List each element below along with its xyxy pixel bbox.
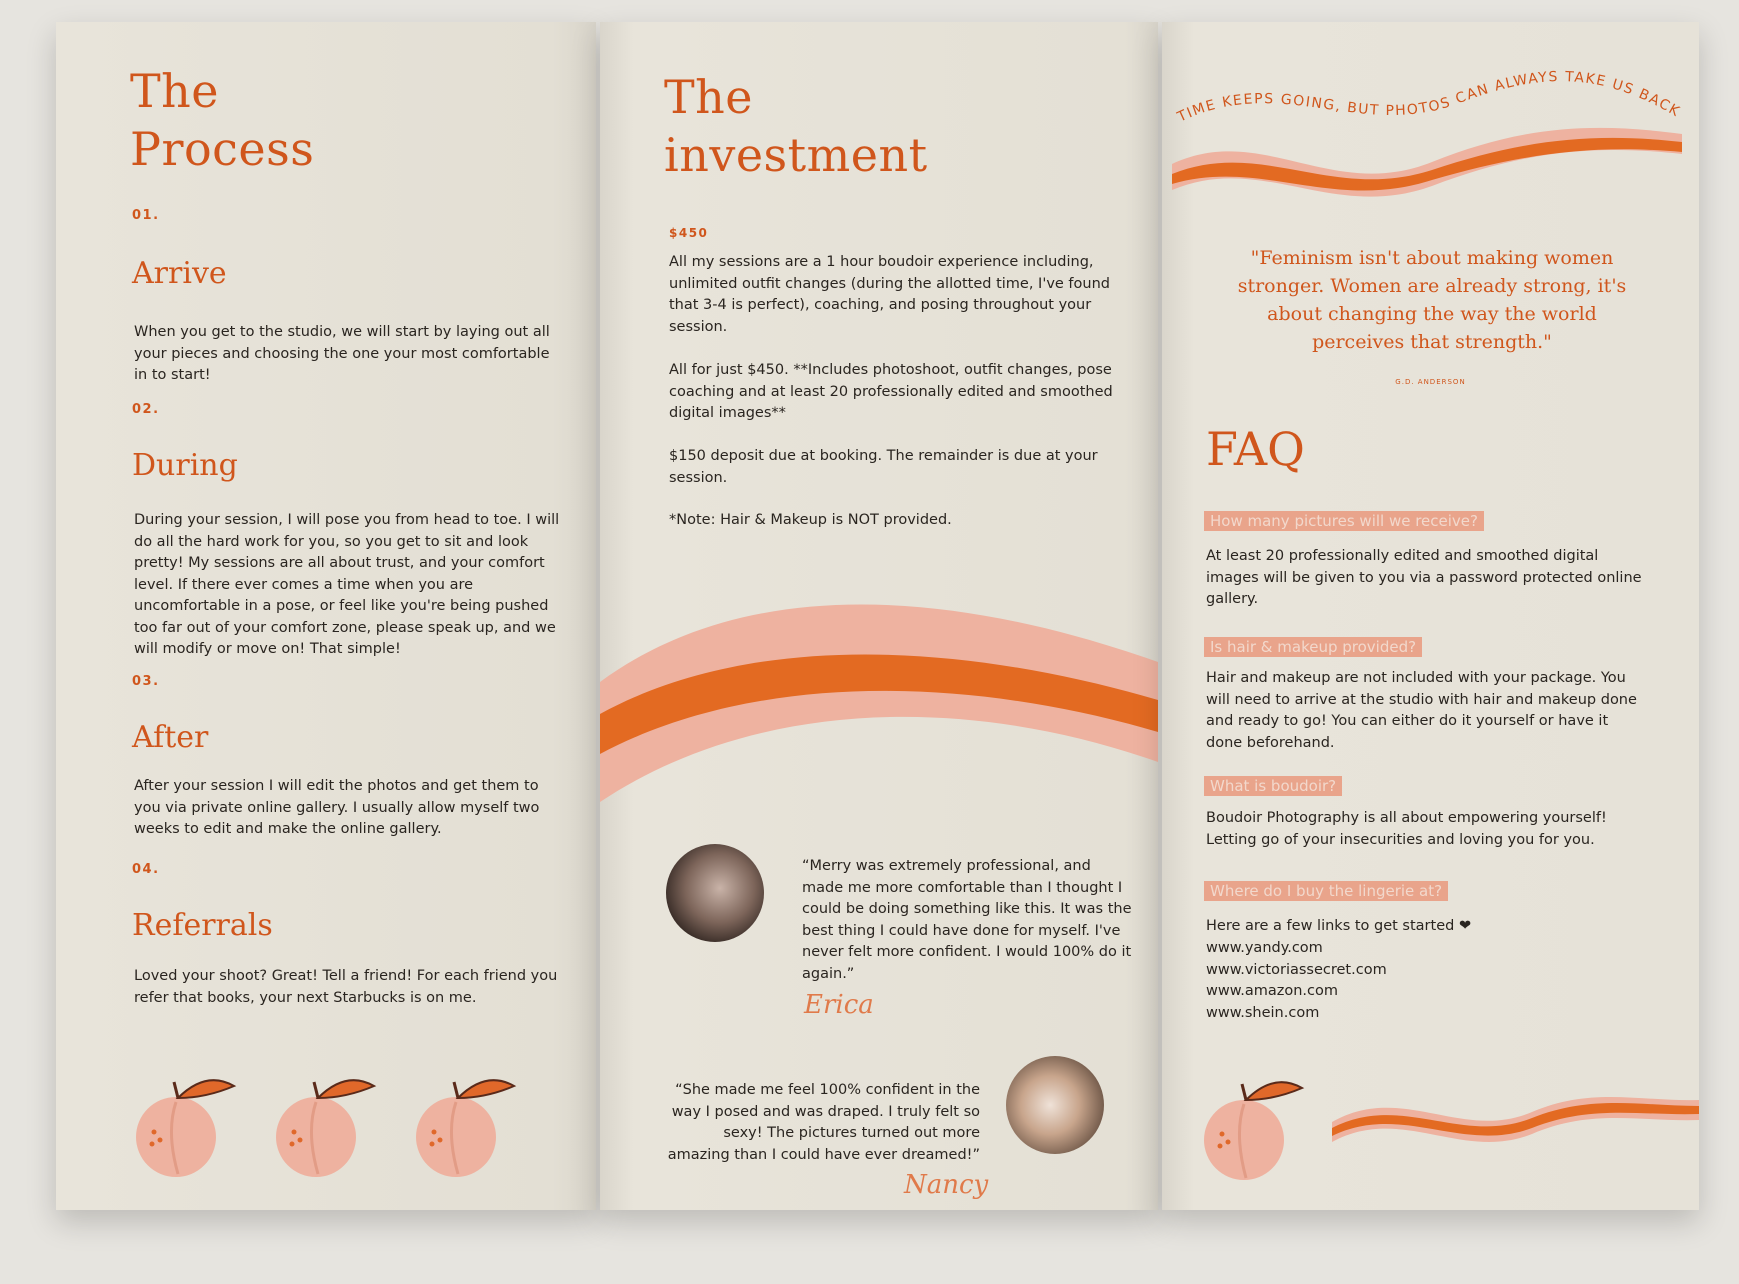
step-text: Loved your shoot? Great! Tell a friend! For each friend you refer that books, your next Starbucks is on me.: [134, 968, 558, 1006]
link[interactable]: www.shein.com: [1206, 1004, 1320, 1021]
step-title: Arrive: [132, 256, 227, 291]
faq-title: FAQ: [1206, 422, 1305, 476]
investment-paragraph: All my sessions are a 1 hour boudoir experience including, unlimited outfit changes (during the allotted time, I've found that 3-4 is perfect), coaching, and posing throughout your session.: [669, 254, 1110, 335]
step-title: Referrals: [132, 908, 273, 943]
step-number: 04.: [132, 862, 160, 877]
peach-illustrations: [136, 1062, 576, 1182]
footer-decoration: [1202, 1062, 1699, 1192]
lingerie-links: [1206, 938, 1387, 1024]
feminism-quote: "Feminism isn't about making women stronger. Women are already strong, it's about changing the way the world perceives that strength.": [1237, 247, 1627, 353]
faq-answer: Hair and makeup are not included with your package. You will need to arrive at the studio with hair and makeup done and ready to go! You can either do it yourself or have it done beforehand.: [1206, 670, 1637, 751]
faq-answer: At least 20 professionally edited and smoothed digital images will be given to you via a password protected online gallery.: [1206, 548, 1642, 607]
testimonial-quote: “Merry was extremely professional, and made me more comfortable than I thought I could be doing something like this. It was the best thing I could have done for myself. I've never felt more confident. I would 100% do it again.”: [802, 858, 1132, 982]
step-number: 02.: [132, 402, 160, 417]
testimonial-avatar: [666, 844, 764, 942]
investment-paragraph: All for just $450. **Includes photoshoot, outfit changes, pose coaching and at least 20 professionally edited and smoothed digital images**: [669, 362, 1113, 421]
testimonial-name: Erica: [804, 990, 874, 1020]
wave-decoration: [600, 582, 1158, 842]
faq-question: How many pictures will we receive?: [1204, 511, 1484, 531]
link[interactable]: www.amazon.com: [1206, 983, 1339, 999]
step-title: After: [132, 720, 209, 755]
arc-text-wave: [1162, 62, 1699, 212]
step-number: 03.: [132, 674, 160, 689]
panel-process: [56, 22, 596, 1210]
investment-paragraph: $150 deposit due at booking. The remainder is due at your session.: [669, 448, 1098, 486]
faq-question: Where do I buy the lingerie at?: [1204, 881, 1448, 901]
peach-icon: [1204, 1082, 1302, 1180]
arc-text: TIME KEEPS GOING, BUT PHOTOS CAN ALWAYS TAKE US BACK: [1175, 69, 1684, 126]
step-text: When you get to the studio, we will start by laying out all your pieces and choosing the one your most comfortable in to start!: [134, 324, 550, 383]
peach-icon: [136, 1080, 234, 1177]
step-text: After your session I will edit the photos and get them to you via private online gallery. I usually allow myself two weeks to edit and make the online gallery.: [134, 778, 540, 837]
link[interactable]: www.victoriassecret.com: [1206, 961, 1387, 978]
step-title: During: [132, 448, 238, 483]
faq-question: What is boudoir?: [1204, 776, 1342, 796]
investment-paragraph: *Note: Hair & Makeup is NOT provided.: [669, 512, 952, 528]
investment-title: The investment: [664, 70, 928, 182]
step-text: During your session, I will pose you from head to toe. I will do all the hard work for you, so you get to sit and look pretty! My sessions are all about trust, and your comfort level. If there ever comes a time when you are uncomfortable in a pose, or feel like you're being pushed too far out of your comfort zone, please speak up, and we will modify or move on! That simple!: [134, 512, 560, 657]
price-label: $450: [669, 226, 709, 240]
testimonial-name: Nancy: [904, 1170, 989, 1200]
process-title: The Process: [130, 64, 315, 176]
panel-faq: [1162, 22, 1699, 1210]
faq-question: Is hair & makeup provided?: [1204, 637, 1422, 657]
faq-answer: Boudoir Photography is all about empowering yourself! Letting go of your insecurities and loving you for you.: [1206, 810, 1607, 848]
link[interactable]: www.yandy.com: [1206, 940, 1323, 956]
step-number: 01.: [132, 208, 160, 223]
peach-icon: [416, 1080, 514, 1177]
faq-answer: Here are a few links to get started ❤: [1206, 918, 1472, 934]
testimonial-quote: “She made me feel 100% confident in the way I posed and was draped. I truly felt so sexy! The pictures turned out more amazing than I could have ever dreamed!”: [667, 1082, 980, 1163]
quote-author: G.D. ANDERSON: [1395, 378, 1466, 386]
testimonial-avatar: [1006, 1056, 1104, 1154]
peach-icon: [276, 1080, 374, 1177]
panel-investment: [600, 22, 1158, 1210]
